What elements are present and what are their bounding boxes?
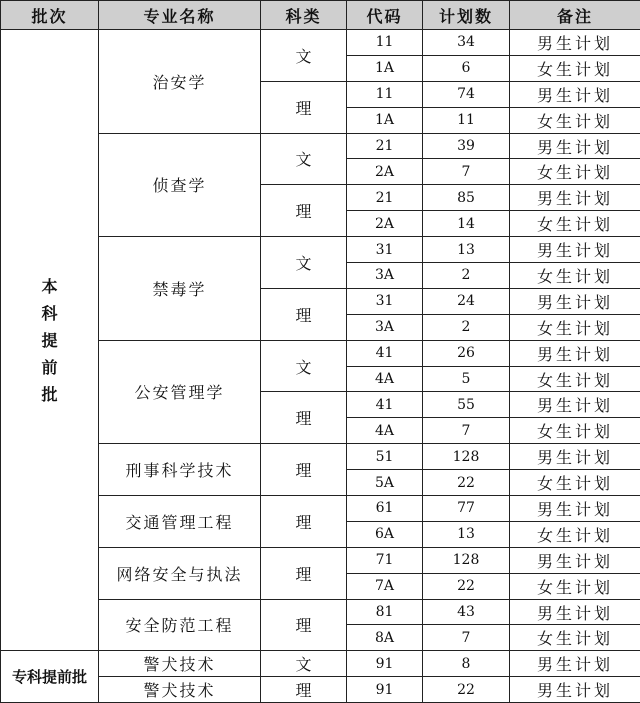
note-cell: 男生计划 (510, 496, 640, 522)
major-name-cell: 公安管理学 (99, 340, 261, 444)
batch-char: 前 (1, 354, 98, 381)
code-cell: 11 (347, 81, 423, 107)
batch-char: 提 (1, 327, 98, 354)
batch-char: 批 (1, 381, 98, 408)
batch-char: 科 (1, 300, 98, 327)
note-cell: 男生计划 (510, 677, 640, 703)
plan-count-cell: 14 (423, 211, 510, 237)
header-count: 计划数 (423, 1, 510, 30)
code-cell: 21 (347, 133, 423, 159)
code-cell: 4A (347, 366, 423, 392)
plan-count-cell: 22 (423, 573, 510, 599)
plan-count-cell: 7 (423, 159, 510, 185)
note-cell: 女生计划 (510, 211, 640, 237)
code-cell: 31 (347, 237, 423, 263)
category-cell: 文 (261, 30, 347, 82)
category-cell: 理 (261, 81, 347, 133)
batch-char: 本 (1, 273, 98, 300)
plan-count-cell: 13 (423, 237, 510, 263)
code-cell: 3A (347, 263, 423, 289)
plan-count-cell: 5 (423, 366, 510, 392)
code-cell: 71 (347, 547, 423, 573)
note-cell: 男生计划 (510, 185, 640, 211)
table-row (1, 30, 640, 56)
code-cell: 21 (347, 185, 423, 211)
category-cell: 理 (261, 547, 347, 599)
plan-count-cell: 55 (423, 392, 510, 418)
note-cell: 男生计划 (510, 599, 640, 625)
code-cell: 81 (347, 599, 423, 625)
header-note: 备注 (510, 1, 640, 30)
major-name-cell: 禁毒学 (99, 237, 261, 341)
category-cell: 文 (261, 340, 347, 392)
code-cell: 41 (347, 392, 423, 418)
note-cell: 女生计划 (510, 418, 640, 444)
note-cell: 男生计划 (510, 133, 640, 159)
plan-count-cell: 11 (423, 107, 510, 133)
note-cell: 男生计划 (510, 444, 640, 470)
table-row (1, 651, 640, 677)
major-name-cell: 交通管理工程 (99, 496, 261, 548)
major-name-cell: 治安学 (99, 30, 261, 134)
plan-count-cell: 6 (423, 55, 510, 81)
major-name-cell: 安全防范工程 (99, 599, 261, 651)
code-cell: 61 (347, 496, 423, 522)
code-cell: 1A (347, 107, 423, 133)
plan-count-cell: 2 (423, 263, 510, 289)
header-category: 科类 (261, 1, 347, 30)
header-major: 专业名称 (99, 1, 261, 30)
note-cell: 男生计划 (510, 651, 640, 677)
note-cell: 女生计划 (510, 625, 640, 651)
header-code: 代码 (347, 1, 423, 30)
plan-count-cell: 77 (423, 496, 510, 522)
plan-count-cell: 22 (423, 677, 510, 703)
note-cell: 女生计划 (510, 470, 640, 496)
plan-count-cell: 128 (423, 444, 510, 470)
note-cell: 女生计划 (510, 573, 640, 599)
category-cell: 理 (261, 496, 347, 548)
plan-count-cell: 13 (423, 521, 510, 547)
code-cell: 2A (347, 211, 423, 237)
note-cell: 男生计划 (510, 340, 640, 366)
major-name-cell: 刑事科学技术 (99, 444, 261, 496)
note-cell: 女生计划 (510, 107, 640, 133)
header-batch: 批次 (1, 1, 99, 30)
batch-cell (1, 30, 99, 651)
note-cell: 女生计划 (510, 521, 640, 547)
code-cell: 1A (347, 55, 423, 81)
code-cell: 91 (347, 677, 423, 703)
plan-count-cell: 39 (423, 133, 510, 159)
plan-count-cell: 7 (423, 418, 510, 444)
plan-count-cell: 2 (423, 314, 510, 340)
category-cell: 文 (261, 237, 347, 289)
plan-count-cell: 85 (423, 185, 510, 211)
major-name-cell: 侦查学 (99, 133, 261, 237)
note-cell: 女生计划 (510, 314, 640, 340)
major-name-cell: 警犬技术 (99, 677, 261, 703)
major-name-cell: 警犬技术 (99, 651, 261, 677)
code-cell: 7A (347, 573, 423, 599)
plan-count-cell: 34 (423, 30, 510, 56)
plan-count-cell: 74 (423, 81, 510, 107)
code-cell: 8A (347, 625, 423, 651)
note-cell: 男生计划 (510, 547, 640, 573)
category-cell: 理 (261, 677, 347, 703)
note-cell: 男生计划 (510, 30, 640, 56)
batch-cell: 专科提前批 (1, 651, 99, 703)
code-cell: 91 (347, 651, 423, 677)
code-cell: 5A (347, 470, 423, 496)
note-cell: 女生计划 (510, 263, 640, 289)
code-cell: 11 (347, 30, 423, 56)
plan-count-cell: 8 (423, 651, 510, 677)
note-cell: 男生计划 (510, 237, 640, 263)
note-cell: 男生计划 (510, 392, 640, 418)
category-cell: 理 (261, 599, 347, 651)
code-cell: 41 (347, 340, 423, 366)
code-cell: 6A (347, 521, 423, 547)
category-cell: 文 (261, 133, 347, 185)
note-cell: 女生计划 (510, 55, 640, 81)
note-cell: 男生计划 (510, 288, 640, 314)
category-cell: 理 (261, 392, 347, 444)
note-cell: 男生计划 (510, 81, 640, 107)
plan-count-cell: 7 (423, 625, 510, 651)
plan-count-cell: 43 (423, 599, 510, 625)
major-name-cell: 网络安全与执法 (99, 547, 261, 599)
code-cell: 31 (347, 288, 423, 314)
code-cell: 2A (347, 159, 423, 185)
code-cell: 4A (347, 418, 423, 444)
category-cell: 理 (261, 444, 347, 496)
category-cell: 理 (261, 288, 347, 340)
code-cell: 51 (347, 444, 423, 470)
plan-count-cell: 128 (423, 547, 510, 573)
note-cell: 女生计划 (510, 366, 640, 392)
plan-count-cell: 26 (423, 340, 510, 366)
category-cell: 文 (261, 651, 347, 677)
plan-count-cell: 22 (423, 470, 510, 496)
code-cell: 3A (347, 314, 423, 340)
header-row (1, 1, 640, 30)
category-cell: 理 (261, 185, 347, 237)
plan-count-cell: 24 (423, 288, 510, 314)
note-cell: 女生计划 (510, 159, 640, 185)
